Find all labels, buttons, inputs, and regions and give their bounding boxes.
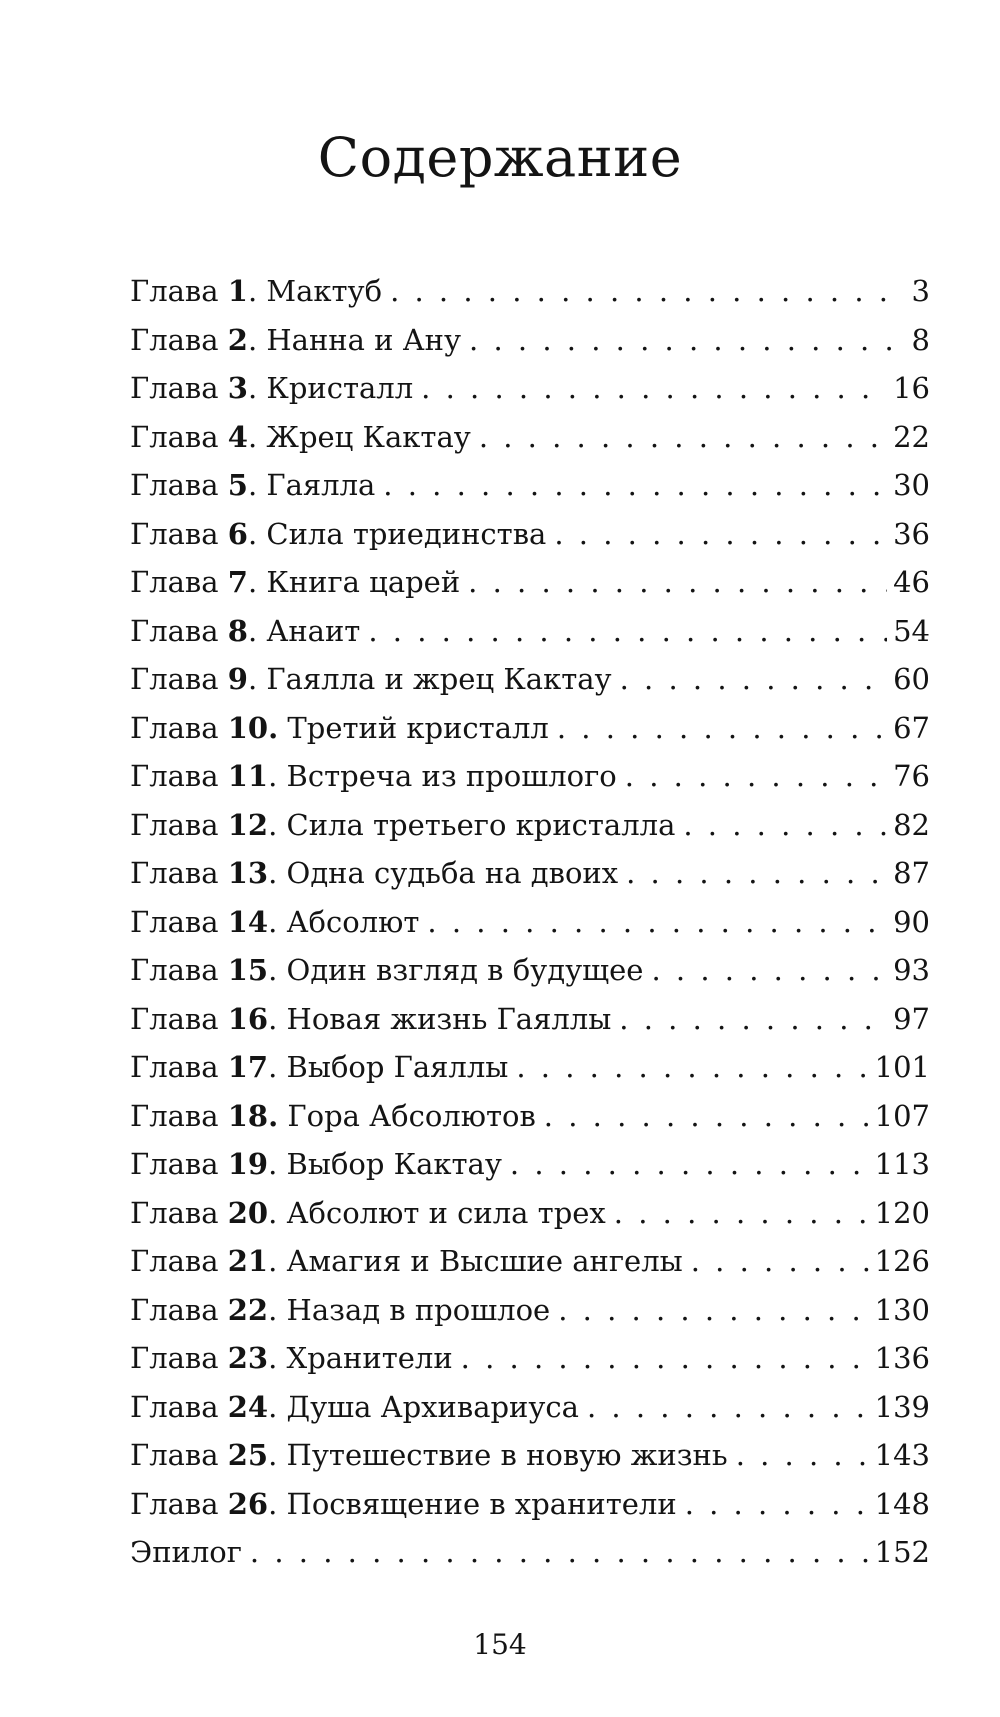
chapter-title: Душа Архивариуса — [286, 1389, 579, 1424]
entry-label — [130, 565, 460, 599]
entry-page-number: 101 — [874, 1050, 930, 1084]
dot-leader — [651, 953, 887, 987]
entry-label — [130, 1050, 508, 1084]
chapter-separator: . — [268, 856, 287, 890]
chapter-separator: . — [268, 1438, 287, 1472]
entry-page-number: 3 — [911, 274, 930, 308]
chapter-separator: . — [268, 807, 287, 842]
chapter-title: Нанна и Ану — [266, 322, 462, 357]
entry-page-number: 107 — [874, 1098, 930, 1133]
chapter-number: 22 — [227, 1292, 269, 1327]
toc-entry[interactable] — [130, 420, 930, 469]
entry-page-number: 60 — [893, 662, 930, 696]
chapter-number: 11 — [227, 759, 269, 793]
chapter-separator: . — [268, 1050, 287, 1084]
chapter-number: 20 — [227, 1195, 269, 1230]
entry-page-number: 8 — [911, 322, 930, 357]
entry-page-number: 126 — [874, 1244, 930, 1278]
entry-page-number: 36 — [893, 516, 930, 551]
entry-page-number: 22 — [893, 419, 930, 454]
toc-entry[interactable] — [130, 517, 930, 566]
chapter-title: Эпилог — [130, 1535, 242, 1569]
chapter-word: Глава — [130, 1438, 228, 1472]
chapter-separator: . — [247, 322, 267, 357]
chapter-title: Сила третьего кристалла — [286, 807, 676, 842]
dot-leader — [557, 711, 887, 745]
chapter-title: Новая жизнь Гаяллы — [286, 1001, 612, 1036]
entry-page-number: 152 — [874, 1535, 930, 1569]
dot-leader — [368, 614, 887, 648]
dot-leader — [587, 1390, 869, 1424]
page-number: 154 — [473, 1628, 527, 1661]
chapter-separator: . — [247, 662, 267, 696]
chapter-word: Глава — [130, 1001, 228, 1036]
dot-leader — [683, 808, 887, 842]
chapter-separator: . — [247, 274, 267, 308]
dot-leader — [250, 1535, 869, 1569]
entry-label — [130, 905, 419, 939]
entry-label — [130, 953, 643, 987]
chapter-separator: . — [268, 1195, 287, 1230]
dot-leader — [469, 323, 906, 357]
dot-leader — [685, 1487, 869, 1521]
chapter-title: Мактуб — [266, 274, 383, 308]
entry-label — [130, 856, 618, 890]
toc-entry[interactable] — [130, 1487, 930, 1536]
chapter-separator: . — [268, 1341, 287, 1375]
dot-leader — [461, 1341, 869, 1375]
toc-entry[interactable] — [130, 468, 930, 517]
chapter-word: Глава — [130, 419, 228, 454]
dot-leader — [554, 517, 887, 551]
entry-page-number: 139 — [874, 1389, 930, 1424]
chapter-word: Глава — [130, 565, 228, 599]
chapter-number: 26 — [227, 1486, 269, 1521]
entry-page-number: 90 — [893, 904, 930, 939]
chapter-word: Глава — [130, 953, 228, 987]
entry-page-number: 87 — [893, 856, 930, 890]
chapter-separator: . — [268, 1147, 287, 1181]
chapter-separator: . — [268, 1001, 287, 1036]
chapter-separator: . — [268, 759, 287, 793]
entry-label — [130, 614, 360, 648]
chapter-word: Глава — [130, 1050, 228, 1084]
chapter-word: Глава — [130, 1292, 228, 1327]
chapter-title: Назад в прошлое — [286, 1292, 551, 1327]
entry-label — [130, 711, 549, 745]
chapter-word: Глава — [130, 1341, 228, 1375]
chapter-word: Глава — [130, 904, 228, 939]
entry-page-number: 82 — [893, 807, 930, 842]
entry-page-number: 46 — [893, 565, 930, 599]
chapter-separator: . — [268, 1389, 287, 1424]
chapter-word: Глава — [130, 371, 228, 405]
chapter-number: 8 — [227, 613, 248, 648]
chapter-title: Выбор Гаяллы — [286, 1050, 509, 1084]
dot-leader — [558, 1293, 868, 1327]
dot-leader — [544, 1099, 869, 1133]
toc-entry[interactable] — [130, 662, 930, 711]
entry-label — [130, 808, 675, 842]
dot-leader — [427, 905, 887, 939]
toc-entry[interactable] — [130, 1390, 930, 1439]
toc-entry[interactable] — [130, 274, 930, 323]
chapter-number: 12 — [227, 807, 269, 842]
page-title: Содержание — [317, 126, 683, 189]
entry-label — [130, 1487, 677, 1521]
chapter-number: 13 — [227, 856, 269, 890]
chapter-title: Хранители — [286, 1341, 453, 1375]
chapter-word: Глава — [130, 759, 228, 793]
toc-entry[interactable] — [130, 808, 930, 857]
chapter-word: Глава — [130, 1244, 228, 1278]
entry-page-number: 30 — [893, 468, 930, 502]
entry-label — [130, 323, 461, 357]
chapter-number: 3 — [227, 371, 248, 405]
toc-entry[interactable] — [130, 565, 930, 614]
chapter-number: 7 — [227, 565, 248, 599]
toc-entry[interactable] — [130, 1244, 930, 1293]
chapter-word: Глава — [130, 322, 228, 357]
chapter-separator: . — [247, 468, 267, 502]
entry-page-number: 97 — [893, 1001, 930, 1036]
chapter-number: 21 — [227, 1244, 269, 1278]
entry-page-number: 120 — [874, 1195, 930, 1230]
chapter-title: Выбор Кактау — [286, 1147, 502, 1181]
toc-entry[interactable] — [130, 905, 930, 954]
chapter-title: Гора Абсолютов — [287, 1098, 536, 1133]
chapter-number: 17 — [227, 1050, 269, 1084]
chapter-number: 19 — [227, 1147, 269, 1181]
chapter-separator: . — [247, 516, 267, 551]
entry-page-number: 93 — [893, 953, 930, 987]
entry-page-number: 67 — [893, 710, 930, 745]
entry-label — [130, 274, 382, 308]
entry-page-number: 130 — [874, 1292, 930, 1327]
chapter-word: Глава — [130, 1195, 228, 1230]
dot-leader — [614, 1196, 869, 1230]
entry-page-number: 76 — [893, 759, 930, 793]
entry-page-number: 143 — [874, 1438, 930, 1472]
entry-label — [130, 1002, 611, 1036]
entry-label — [130, 1099, 536, 1133]
chapter-word: Глава — [130, 1147, 228, 1181]
chapter-title: Гаялла и жрец Кактау — [266, 662, 612, 696]
chapter-title: Анаит — [266, 613, 361, 648]
chapter-separator: . — [268, 1292, 287, 1327]
toc-entry[interactable] — [130, 711, 930, 760]
toc-entry[interactable] — [130, 1196, 930, 1245]
entry-label — [130, 371, 413, 405]
toc-entry[interactable] — [130, 1341, 930, 1390]
dot-leader — [479, 420, 887, 454]
chapter-word: Глава — [130, 1486, 228, 1521]
chapter-title: Посвящение в хранители — [286, 1486, 677, 1521]
toc-entry[interactable] — [130, 1050, 930, 1099]
chapter-number: 25 — [227, 1438, 269, 1472]
chapter-title: Жрец Кактау — [266, 419, 471, 454]
toc-entry[interactable] — [130, 759, 930, 808]
dot-leader — [625, 759, 887, 793]
toc-entry[interactable] — [130, 1147, 930, 1196]
chapter-number: 2 — [227, 322, 248, 357]
chapter-separator: . — [247, 371, 267, 405]
toc-entry[interactable] — [130, 856, 930, 905]
entry-label — [130, 517, 546, 551]
entry-label — [130, 1293, 550, 1327]
entry-label — [130, 420, 471, 454]
chapter-title: Кристалл — [266, 371, 414, 405]
chapter-separator: . — [268, 1486, 287, 1521]
dot-leader — [619, 1002, 887, 1036]
chapter-title: Сила триединства — [266, 516, 547, 551]
dot-leader — [390, 274, 905, 308]
toc-entry[interactable] — [130, 614, 930, 663]
dot-leader — [736, 1438, 869, 1472]
dot-leader — [383, 468, 887, 502]
chapter-word: Глава — [130, 1389, 228, 1424]
chapter-separator: . — [247, 613, 267, 648]
chapter-number: 5 — [227, 468, 248, 502]
chapter-title: Гаялла — [266, 468, 376, 502]
entry-label — [130, 468, 375, 502]
entry-label — [130, 1147, 502, 1181]
chapter-title: Абсолют и сила трех — [286, 1195, 606, 1230]
chapter-number: 14 — [227, 904, 269, 939]
entry-page-number: 136 — [874, 1341, 930, 1375]
entry-label — [130, 1535, 242, 1569]
chapter-title: Один взгляд в будущее — [286, 953, 644, 987]
chapter-title: Абсолют — [286, 904, 420, 939]
entry-page-number: 113 — [874, 1147, 930, 1181]
chapter-number: 18. — [227, 1098, 279, 1133]
chapter-title: Третий кристалл — [287, 710, 549, 745]
entry-page-number: 54 — [893, 613, 930, 648]
entry-label — [130, 1196, 606, 1230]
chapter-word: Глава — [130, 274, 228, 308]
entry-label — [130, 759, 617, 793]
entry-label — [130, 1244, 683, 1278]
dot-leader — [626, 856, 887, 890]
entry-page-number: 16 — [893, 371, 930, 405]
toc-entry[interactable] — [130, 1002, 930, 1051]
chapter-number: 23 — [227, 1341, 269, 1375]
chapter-title: Одна судьба на двоих — [286, 856, 619, 890]
chapter-word: Глава — [130, 710, 228, 745]
entry-label — [130, 1341, 453, 1375]
table-of-contents — [130, 274, 930, 1584]
dot-leader — [620, 662, 888, 696]
chapter-title: Амагия и Высшие ангелы — [286, 1244, 683, 1278]
chapter-word: Глава — [130, 662, 228, 696]
chapter-number: 4 — [227, 419, 248, 454]
chapter-word: Глава — [130, 1098, 228, 1133]
toc-entry[interactable] — [130, 323, 930, 372]
chapter-title: Путешествие в новую жизнь — [286, 1438, 728, 1472]
dot-leader — [510, 1147, 869, 1181]
entry-label — [130, 662, 612, 696]
toc-entry[interactable] — [130, 953, 930, 1002]
chapter-separator: . — [268, 953, 287, 987]
toc-entry[interactable] — [130, 1535, 930, 1584]
chapter-separator: . — [268, 904, 287, 939]
chapter-title: Встреча из прошлого — [286, 759, 617, 793]
entry-label — [130, 1438, 728, 1472]
chapter-word: Глава — [130, 468, 228, 502]
chapter-number: 24 — [227, 1389, 269, 1424]
toc-entry[interactable] — [130, 1438, 930, 1487]
entry-label — [130, 1390, 579, 1424]
chapter-number: 1 — [227, 274, 248, 308]
chapter-number: 9 — [227, 662, 248, 696]
chapter-separator: . — [247, 419, 267, 454]
chapter-number: 15 — [227, 953, 269, 987]
entry-page-number: 148 — [874, 1486, 930, 1521]
toc-entry[interactable] — [130, 371, 930, 420]
dot-leader — [691, 1244, 869, 1278]
toc-entry[interactable] — [130, 1293, 930, 1342]
chapter-title: Книга царей — [266, 565, 461, 599]
dot-leader — [421, 371, 887, 405]
chapter-word: Глава — [130, 613, 228, 648]
chapter-separator: . — [247, 565, 267, 599]
dot-leader — [468, 565, 887, 599]
chapter-number: 10. — [227, 710, 279, 745]
dot-leader — [516, 1050, 868, 1084]
chapter-separator: . — [268, 1244, 287, 1278]
chapter-word: Глава — [130, 807, 228, 842]
chapter-word: Глава — [130, 856, 228, 890]
chapter-number: 6 — [227, 516, 248, 551]
toc-entry[interactable] — [130, 1099, 930, 1148]
chapter-number: 16 — [227, 1001, 269, 1036]
chapter-word: Глава — [130, 516, 228, 551]
